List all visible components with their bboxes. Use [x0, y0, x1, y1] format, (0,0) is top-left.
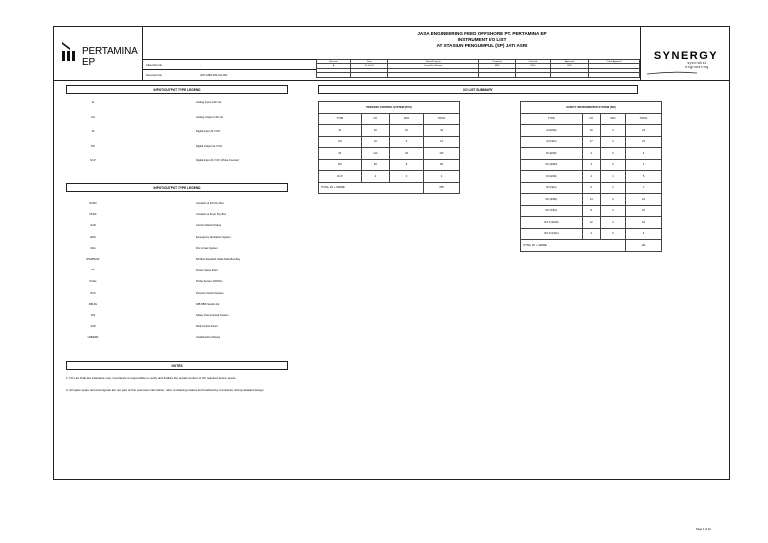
contractor-logo — [643, 50, 729, 74]
pertamina-logo-icon — [60, 40, 78, 62]
legend-desc: DIB RBS Serial Link — [196, 302, 220, 306]
document-title — [322, 31, 642, 49]
document-no-label: Document No — [146, 74, 162, 77]
pcs-cell: 12 — [389, 125, 423, 137]
pcs-cell: AI — [319, 125, 362, 137]
type-legend-row — [66, 291, 288, 302]
type-legend-row — [66, 313, 288, 324]
legend-code: *** — [91, 269, 95, 273]
pcs-column-header: TYPE — [319, 113, 362, 125]
type-legend-row — [66, 279, 288, 290]
sis-column-header: 20% — [600, 113, 625, 125]
sis-cell: DO (F&G) — [521, 205, 583, 217]
sis-cell: AI (F&G) — [521, 136, 583, 148]
pcs-data-row — [319, 148, 460, 160]
legend-code: DIB-RL — [88, 302, 98, 306]
pcs-title-row — [319, 102, 460, 114]
sis-cell: 3 — [600, 194, 625, 206]
legend-code: UNDEFR — [87, 336, 99, 340]
legend-code: RS485/232 — [86, 257, 100, 261]
sis-cell: 4 — [582, 171, 600, 183]
pcs-total-value: 255 — [424, 182, 460, 194]
header-divider-left — [142, 26, 143, 80]
sis-cell: DO-P (ESD) — [521, 217, 583, 229]
io-summary-title: I/O LIST SUMMARY — [318, 85, 638, 94]
doc-info-line — [142, 59, 316, 60]
rev-value: HPS — [551, 64, 589, 68]
type-legend-row — [66, 235, 288, 246]
note-item-1: 1. I/O List Total are indicative only; Contractor is responsible to verify and finalize the actual number of I/O required and to spare. — [66, 376, 237, 380]
client-doc-label: Client Doc No — [146, 64, 163, 67]
sis-cell: DO (ESD) — [521, 194, 583, 206]
sis-cell: 0 — [600, 148, 625, 160]
legend-desc: Control Switch Pickup — [196, 224, 222, 228]
legend-desc: Contacts of Dryer Dry Bus — [196, 213, 227, 217]
sis-cell: 10 — [626, 205, 662, 217]
sis-title-row — [521, 102, 662, 114]
io-types-list — [66, 100, 288, 173]
title-line-1: JASA ENGINEERING FEED OFFSHORE PT. PERTAMINA EP — [417, 31, 547, 36]
sis-cell: 4 — [582, 148, 600, 160]
pcs-column-header: I/O — [361, 113, 389, 125]
type-legend-row — [66, 223, 288, 234]
io-type-row — [66, 129, 288, 144]
io-type-row — [66, 115, 288, 130]
sis-header-row — [521, 113, 662, 125]
legend-desc: RS Bus Standard Cable Data Bus Bay — [196, 257, 241, 261]
pcs-cell: 8 — [389, 159, 423, 171]
header-bottom-line — [53, 80, 730, 81]
sis-cell: 4 — [626, 148, 662, 160]
io-type-desc: Digital Input 24 V DC (Pulse Counter) — [196, 159, 240, 162]
sis-data-row — [521, 136, 662, 148]
type-legend-row — [66, 212, 288, 223]
contractor-sub1: specialist — [687, 61, 707, 65]
rev-value: 21-Jul-22 — [351, 64, 388, 68]
io-type-code: DI-P — [90, 159, 96, 162]
rev-header: Status/Purpose — [388, 60, 479, 64]
sis-cell: 6 — [582, 182, 600, 194]
sis-cell: 5 — [626, 171, 662, 183]
legend-code: HAR — [90, 224, 96, 228]
contractor-logo-text: SYNERGY — [653, 50, 719, 62]
rev-header: Date — [351, 60, 388, 64]
pcs-data-row — [319, 171, 460, 183]
sis-cell: 4 — [600, 125, 625, 137]
type-legend-row — [66, 324, 288, 335]
sis-cell: 0 — [600, 159, 625, 171]
sis-cell: DO (ESD) — [521, 159, 583, 171]
pcs-cell: DI — [319, 148, 362, 160]
revision-empty-row — [317, 73, 640, 77]
rev-header: Prepared — [479, 60, 516, 64]
legend-desc: Probe Sensor 120Ohm — [196, 280, 223, 284]
pcs-column-header: 20% — [389, 113, 423, 125]
io-types-title: INPUT/OUTPUT TYPE LEGEND — [66, 85, 288, 94]
io-type-code: DI — [91, 130, 95, 133]
client-doc-value: - — [200, 64, 201, 67]
sis-data-row — [521, 125, 662, 137]
sis-cell: 16 — [626, 194, 662, 206]
pcs-cell: 114 — [361, 148, 389, 160]
sis-column-header: TYPE — [521, 113, 583, 125]
pcs-cell: 0 — [389, 171, 423, 183]
pcs-data-row — [319, 159, 460, 171]
pcs-cell: 4 — [424, 171, 460, 183]
sis-table — [520, 101, 662, 252]
sis-cell: 4 — [600, 136, 625, 148]
sis-data-row — [521, 217, 662, 229]
sis-cell: 8 — [582, 205, 600, 217]
title-line-2: INSTRUMENT I/O LIST — [457, 37, 507, 42]
io-type-desc: Digital Input 24 V DC — [196, 130, 221, 133]
sis-cell: DO-P (F&G) — [521, 228, 583, 240]
legend-code: SIS — [90, 313, 96, 317]
legend-desc: Well Control Panel — [196, 325, 218, 329]
sis-cell: 20 — [582, 125, 600, 137]
doc-info-line-2 — [142, 69, 316, 70]
pcs-cell: 48 — [361, 159, 389, 171]
sis-data-row — [521, 159, 662, 171]
sis-cell: 13 — [582, 194, 600, 206]
type-legend-row — [66, 201, 288, 212]
sis-total-label: TOTAL I/O + SPARE — [521, 240, 626, 252]
rev-value: Issued For Review — [388, 64, 479, 68]
io-type-desc: Digital Output 24 V DC — [196, 144, 223, 148]
type-legend-row — [66, 268, 288, 279]
pcs-cell: 10 — [361, 136, 389, 148]
legend-desc: Contacts of DO Dry Bus — [196, 202, 224, 205]
client-logo — [60, 40, 140, 68]
legend-desc: Future Spare Point — [196, 269, 218, 273]
pcs-cell: AO — [319, 136, 362, 148]
type-legend-row — [66, 302, 288, 313]
pcs-cell: 32 — [361, 125, 389, 137]
sis-cell: 4 — [626, 159, 662, 171]
sis-cell: 21 — [626, 136, 662, 148]
pcs-cell: 56 — [424, 159, 460, 171]
sis-cell: 16 — [626, 217, 662, 229]
legend-desc: Fire & Gas System — [196, 246, 218, 250]
io-type-desc: Analog Input 4-20 mA — [196, 101, 222, 104]
io-type-code: AO — [91, 115, 95, 119]
legend-code: Probe — [89, 280, 97, 284]
sis-cell: 7 — [626, 182, 662, 194]
sis-data-row — [521, 182, 662, 194]
contractor-sub2: engineering — [685, 65, 709, 69]
sis-data-row — [521, 171, 662, 183]
sis-data-row — [521, 148, 662, 160]
page-number: Page 1 of 19 — [696, 528, 711, 531]
pcs-cell: 4 — [361, 171, 389, 183]
io-type-row — [66, 144, 288, 159]
io-type-code: DO — [91, 144, 95, 148]
rev-header: Checked — [515, 60, 550, 64]
sis-cell: 1 — [600, 182, 625, 194]
sis-data-row — [521, 194, 662, 206]
sis-column-header: I/O — [582, 113, 600, 125]
pcs-cell: 44 — [424, 125, 460, 137]
sis-cell: 24 — [626, 125, 662, 137]
pcs-total-row — [319, 182, 460, 194]
io-type-row — [66, 100, 288, 115]
rev-header: Approved — [551, 60, 589, 64]
sis-data-row — [521, 205, 662, 217]
sis-total-value: 111 — [626, 240, 662, 252]
sis-cell: 4 — [626, 228, 662, 240]
pcs-cell: DI-P — [319, 171, 362, 183]
sis-data-row — [521, 228, 662, 240]
pcs-table — [318, 101, 460, 194]
sis-cell: DI (F&G) — [521, 182, 583, 194]
pcs-table-title: PROCESS CONTROL SYSTEM (PCS) — [319, 102, 460, 114]
revision-table — [316, 59, 640, 78]
pcs-cell: 14 — [424, 136, 460, 148]
swoosh-icon — [647, 71, 697, 75]
legend-desc: Undefined for Relays — [196, 336, 221, 340]
pcs-cell: 4 — [389, 136, 423, 148]
type-legend-row — [66, 246, 288, 257]
legend-desc: Process Control System — [196, 291, 224, 295]
type-legend-list — [66, 201, 288, 346]
sis-cell: 12 — [582, 217, 600, 229]
sis-total-row — [521, 240, 662, 252]
legend-code: PCS — [90, 291, 96, 295]
type-legend-row — [66, 257, 288, 268]
rev-value: RBS — [479, 64, 516, 68]
pcs-cell: DO — [319, 159, 362, 171]
legend-desc: Emergency Shutdown System — [196, 235, 231, 239]
pcs-cell: 23 — [389, 148, 423, 160]
sis-column-header: TOTAL — [626, 113, 662, 125]
pcs-header-row — [319, 113, 460, 125]
legend-desc: Safety Instrumented System — [196, 313, 229, 317]
sis-cell: DI (ESD) — [521, 171, 583, 183]
note-item-2: 2. All spare spare terminal signals are not part of this overview information; refer to drawing related and finalized by Contractor during detailed design. — [66, 388, 265, 392]
sis-cell: 4 — [582, 228, 600, 240]
legend-code: DI/DO — [89, 202, 97, 205]
pcs-data-row — [319, 125, 460, 137]
notes-title: NOTES — [66, 361, 288, 370]
sis-cell: 17 — [582, 136, 600, 148]
sis-cell: 4 — [582, 159, 600, 171]
rev-header: Client Approval — [589, 60, 640, 64]
sis-cell: 0 — [600, 228, 625, 240]
sis-cell: 1 — [600, 171, 625, 183]
rev-header: Revision — [317, 60, 351, 64]
legend-code: F&G — [90, 246, 96, 250]
document-no-value: JATI-ASRI-INS-IOL-001 — [200, 74, 228, 77]
pcs-total-label: TOTAL I/O + SPARE — [319, 182, 424, 194]
io-type-code: AI — [91, 101, 95, 104]
io-type-row — [66, 158, 288, 173]
legend-code: DI/DS — [89, 213, 97, 217]
sis-cell: DI (ESD) — [521, 148, 583, 160]
title-line-3: AT STASIUN PENGUMPUL (SP) JATI ASRI — [436, 43, 528, 48]
pcs-cell: 137 — [424, 148, 460, 160]
legend-code: VSP — [90, 325, 96, 329]
client-logo-text: PERTAMINA EP — [82, 46, 138, 68]
io-type-desc: Analog Output 4-20 mA — [196, 115, 224, 119]
sis-cell: 4 — [600, 217, 625, 229]
legend-code: ESD — [90, 235, 96, 239]
rev-value: WOS — [515, 64, 550, 68]
rev-value: A — [317, 64, 351, 68]
sis-cell: AI (ESD) — [521, 125, 583, 137]
pcs-data-row — [319, 136, 460, 148]
sis-table-title: SAFETY INSTRUMENTED SYSTEM (SIS) — [521, 102, 662, 114]
sis-cell: 2 — [600, 205, 625, 217]
pcs-column-header: TOTAL — [424, 113, 460, 125]
type-legend-row — [66, 335, 288, 346]
type-legend-title: INPUT/OUTPUT TYPE LEGEND — [66, 183, 288, 192]
